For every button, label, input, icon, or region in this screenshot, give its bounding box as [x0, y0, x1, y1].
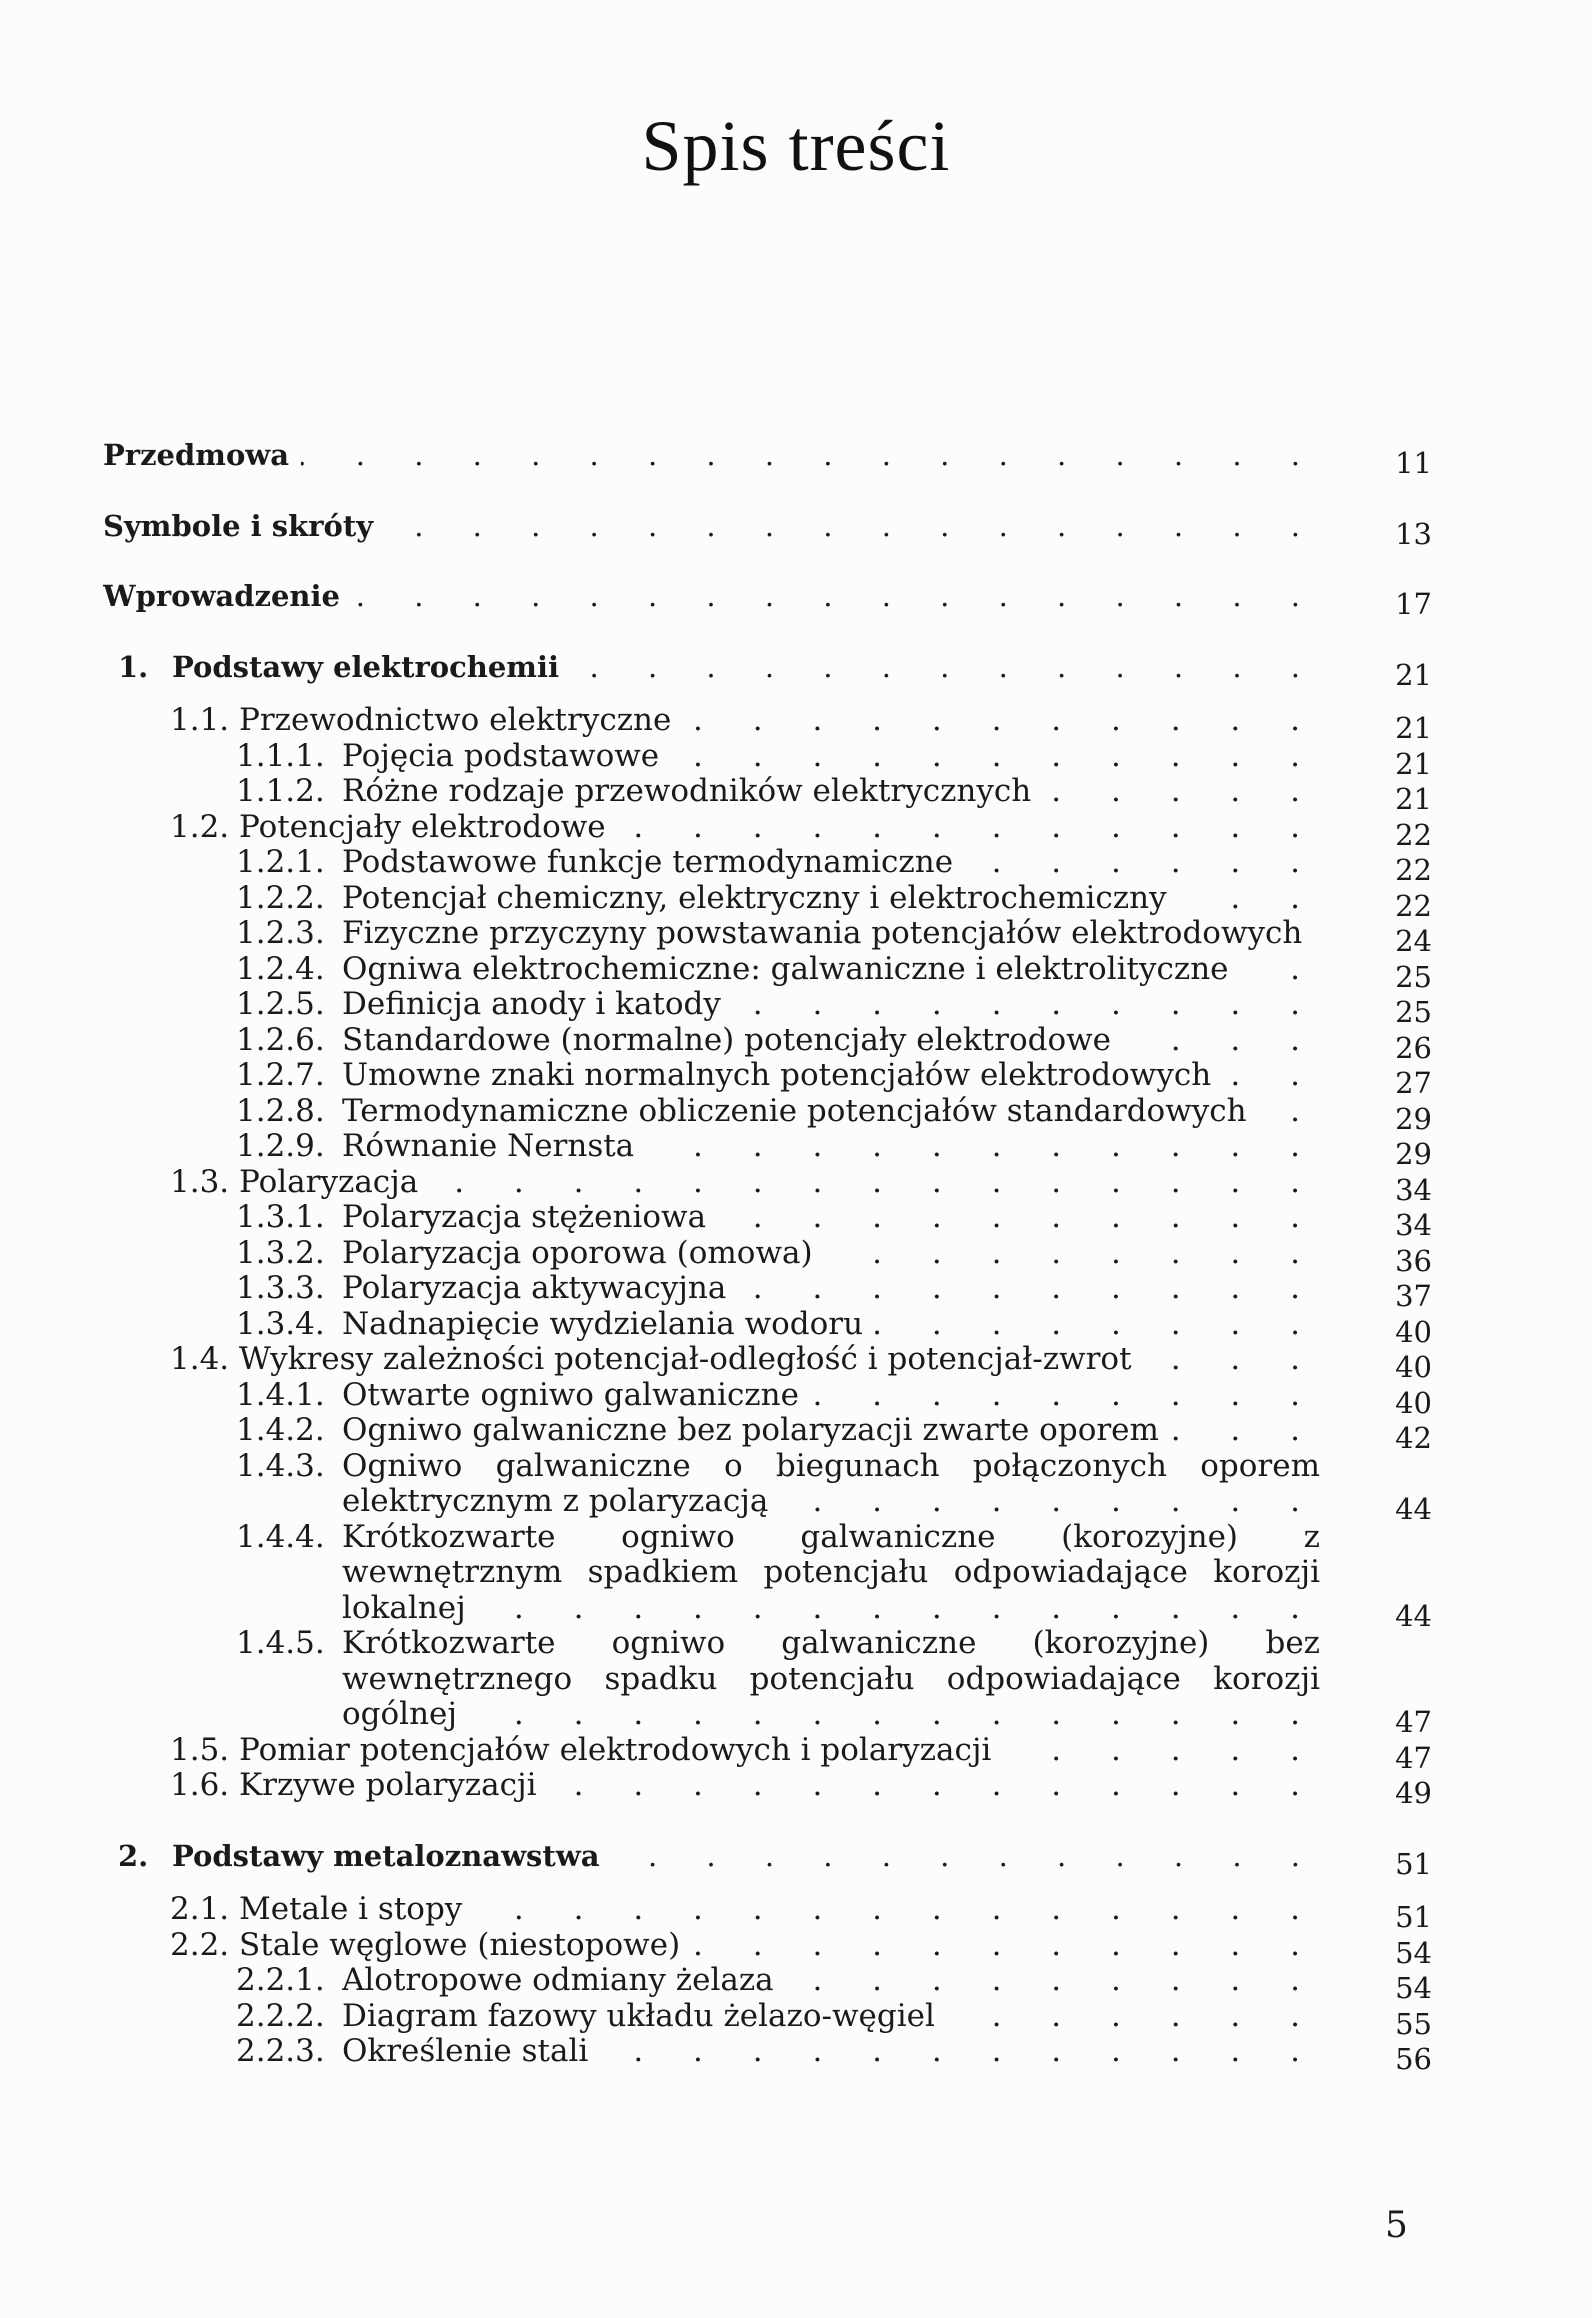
entry-body: [342, 1520, 1320, 1627]
entry-body: [103, 509, 1320, 545]
section-title: Wykresy zależności potencjał-odległość i potencjał-zwrot: [239, 1342, 1144, 1377]
section-number: 1.3.4.: [236, 1305, 325, 1342]
page-ref: 55: [1395, 2006, 1432, 2041]
page-ref: 49: [1395, 1776, 1432, 1810]
section-number: 1.4.3.: [236, 1447, 325, 1484]
section-title: Potencjał chemiczny, elektryczny i elektrochemiczny: [342, 881, 1179, 916]
entry-body: [342, 987, 1320, 1023]
page-ref: 21: [1395, 657, 1432, 692]
entry-body: [103, 579, 1320, 615]
section-number: 1.1.2.: [236, 773, 325, 809]
page-ref: 29: [1395, 1137, 1432, 1171]
page-number: 5: [1385, 2205, 1408, 2246]
section-number: 1.4.4.: [236, 1518, 325, 1555]
section-number: 1.3.: [170, 1163, 230, 1200]
section-number: 2.2.3.: [236, 2033, 325, 2069]
page-ref: 36: [1395, 1243, 1432, 1278]
page-ref: 22: [1395, 853, 1432, 887]
page-ref: 42: [1395, 1421, 1432, 1455]
section-number: 1.3.3.: [236, 1270, 325, 1306]
toc-entry: [0, 1767, 1432, 1810]
toc-entry: [0, 1518, 1432, 1633]
entry-body: [239, 1733, 1320, 1769]
entry-body: [342, 1449, 1320, 1520]
section-number: 2.2.1.: [236, 1962, 325, 1998]
section-title: Definicja anody i katody: [342, 987, 733, 1022]
section-title: Otwarte ogniwo galwaniczne: [342, 1378, 811, 1413]
toc-entry: [0, 2033, 1432, 2076]
toc-entry: [0, 702, 1432, 745]
page-ref: 54: [1395, 1971, 1432, 2005]
entry-body: [342, 2034, 1320, 2070]
section-title: Określenie stali: [342, 2034, 600, 2069]
section-number: 1.6.: [170, 1767, 230, 1803]
page-ref: 40: [1395, 1350, 1432, 1384]
section-title: Standardowe (normalne) potencjały elektrodowe: [342, 1023, 1123, 1058]
entry-body: [172, 1839, 1320, 1875]
section-number: 1.1.: [170, 702, 230, 738]
section-number: 1.2.8.: [236, 1092, 325, 1129]
section-title: Pojęcia podstawowe: [342, 739, 671, 774]
page-ref: 56: [1395, 2042, 1432, 2076]
section-number: 2.2.2.: [236, 1997, 325, 2034]
section-number: 1.: [118, 649, 149, 684]
toc-entry: [0, 1092, 1432, 1136]
toc-entry: [0, 579, 1432, 621]
entry-body: [342, 1999, 1320, 2035]
section-title: Polaryzacja oporowa (omowa): [342, 1236, 825, 1271]
entry-body: [342, 881, 1320, 917]
dot-leader: [342, 1697, 1320, 1733]
section-title: Podstawowe funkcje termodynamiczne: [342, 845, 965, 880]
section-title: Przedmowa: [103, 438, 301, 472]
page-ref: 54: [1395, 1935, 1432, 1970]
section-number: 1.2.5.: [236, 986, 325, 1022]
entry-body: [239, 1768, 1320, 1804]
section-title: Ogniwo galwaniczne bez polaryzacji zwarte oporem: [342, 1413, 1171, 1448]
toc-entry: [0, 1625, 1432, 1739]
entry-body: [239, 1928, 1320, 1964]
section-number: 1.4.5.: [236, 1625, 325, 1661]
section-number: 1.2.2.: [236, 879, 325, 916]
page-ref: 22: [1395, 888, 1432, 923]
dot-leader: [342, 1591, 1320, 1627]
section-title: Ogniwa elektrochemiczne: galwaniczne i elektrolityczne: [342, 952, 1241, 987]
toc-entry: [0, 879, 1432, 923]
toc-entry: [0, 1270, 1432, 1313]
page-ref: 44: [1395, 1598, 1432, 1633]
section-number: 1.4.: [170, 1341, 230, 1377]
entry-body: [103, 438, 1320, 474]
section-number: 1.2.3.: [236, 915, 325, 951]
table-of-contents: [0, 438, 1592, 2076]
page-ref: 44: [1395, 1492, 1432, 1526]
entry-body: [239, 1165, 1320, 1201]
toc-entry: [0, 508, 1432, 551]
toc-entry: [0, 1128, 1432, 1171]
entry-body: [342, 1023, 1320, 1059]
entry-body: [342, 1200, 1320, 1236]
page-ref: 25: [1395, 995, 1432, 1029]
entry-body: [342, 916, 1320, 952]
page-title: Spis treści: [641, 106, 951, 186]
page-ref: 13: [1395, 516, 1432, 551]
entry-body: [342, 1236, 1320, 1272]
toc-entry: [0, 1962, 1432, 2005]
section-number: 2.1.: [170, 1891, 230, 1927]
section-number: 1.1.1.: [236, 737, 325, 774]
toc-entry: [0, 1926, 1432, 1970]
entry-body: [342, 739, 1320, 775]
toc-entry: [0, 844, 1432, 887]
page-ref: 24: [1395, 924, 1432, 958]
toc-entry: [0, 1341, 1432, 1384]
toc-entry: [0, 1731, 1432, 1775]
section-title: Termodynamiczne obliczenie potencjałów standardowych: [342, 1094, 1259, 1129]
section-title: Potencjały elektrodowe: [239, 810, 618, 845]
toc-entry: [0, 649, 1432, 692]
section-number: 1.4.1.: [236, 1376, 325, 1413]
section-title: Przewodnictwo elektryczne: [239, 703, 683, 738]
section-title: Podstawy elektrochemii: [172, 650, 571, 684]
toc-entry: [0, 950, 1432, 994]
page-ref: 21: [1395, 711, 1432, 745]
entry-body: [342, 1378, 1320, 1414]
toc-entry: [0, 1021, 1432, 1065]
entry-body: [342, 1058, 1320, 1094]
section-title: Krótkozwarte ogniwo galwaniczne (korozyjne) bez wewnętrznego spadku potencjału odpowiadające korozji ogólnej: [342, 1626, 1320, 1732]
section-number: 1.4.2.: [236, 1412, 325, 1448]
section-title: Podstawy metaloznawstwa: [172, 1839, 612, 1873]
section-number: 2.2.: [170, 1926, 230, 1963]
entry-body: [342, 1626, 1320, 1733]
page-ref: 22: [1395, 817, 1432, 852]
page-ref: 25: [1395, 959, 1432, 994]
section-title: Krzywe polaryzacji: [239, 1768, 549, 1803]
entry-body: [342, 952, 1320, 988]
toc-entry: [0, 986, 1432, 1029]
entry-body: [239, 810, 1320, 846]
section-title: Fizyczne przyczyny powstawania potencjałów elektrodowych: [342, 916, 1314, 951]
page-ref: 21: [1395, 746, 1432, 781]
entry-body: [239, 1342, 1320, 1378]
section-title: Polaryzacja stężeniowa: [342, 1200, 718, 1235]
section-title: Alotropowe odmiany żelaza: [342, 1963, 786, 1998]
page-ref: 47: [1395, 1705, 1432, 1739]
entry-body: [342, 1963, 1320, 1999]
page-ref: 51: [1395, 1846, 1432, 1881]
entry-body: [172, 650, 1320, 686]
page-ref: 26: [1395, 1030, 1432, 1065]
section-title: Ogniwo galwaniczne o biegunach połączonych oporem elektrycznym z polaryzacją: [342, 1448, 1320, 1519]
section-number: 1.3.2.: [236, 1234, 325, 1271]
toc-entry: [0, 1376, 1432, 1420]
toc-entry: [0, 1199, 1432, 1242]
toc-entry: [0, 1447, 1432, 1526]
section-title: Wprowadzenie: [103, 579, 352, 613]
toc-entry: [0, 773, 1432, 816]
page-ref: 29: [1395, 1101, 1432, 1136]
entry-body: [342, 774, 1320, 810]
section-title: Nadnapięcie wydzielania wodoru: [342, 1307, 875, 1342]
toc-entry: [0, 808, 1432, 852]
page-ref: 17: [1395, 587, 1432, 621]
section-title: Diagram fazowy układu żelazo-węgiel: [342, 1999, 947, 2034]
toc-entry: [0, 438, 1432, 480]
toc-entry: [0, 1838, 1432, 1881]
section-title: Umowne znaki normalnych potencjałów elektrodowych: [342, 1058, 1223, 1093]
section-number: 1.3.1.: [236, 1199, 325, 1235]
page-ref: 37: [1395, 1279, 1432, 1313]
toc-entry: [0, 915, 1432, 958]
section-number: 1.2.9.: [236, 1128, 325, 1164]
section-title: Różne rodzaje przewodników elektrycznych: [342, 774, 1043, 809]
section-title: Metale i stopy: [239, 1892, 474, 1927]
section-number: 1.2.7.: [236, 1057, 325, 1093]
entry-body: [342, 1094, 1320, 1130]
page-ref: 34: [1395, 1172, 1432, 1207]
toc-entry: [0, 1412, 1432, 1455]
section-number: 1.2.6.: [236, 1021, 325, 1058]
entry-body: [342, 845, 1320, 881]
page-ref: 40: [1395, 1314, 1432, 1349]
toc-entry: [0, 1057, 1432, 1100]
section-title: Symbole i skróty: [103, 509, 385, 543]
section-number: 1.5.: [170, 1731, 230, 1768]
section-number: 1.2.4.: [236, 950, 325, 987]
section-title: Krótkozwarte ogniwo galwaniczne (korozyjne) z wewnętrznym spadkiem potencjału odpowiadające korozji lokalnej: [342, 1519, 1320, 1626]
toc-entry: [0, 737, 1432, 781]
page-ref: 34: [1395, 1208, 1432, 1242]
page-ref: 11: [1395, 446, 1432, 480]
section-title: Polaryzacja: [239, 1165, 430, 1200]
entry-body: [239, 703, 1320, 739]
toc-entry: [0, 1234, 1432, 1278]
toc-entry: [0, 1163, 1432, 1207]
section-title: Stale węglowe (niestopowe): [239, 1928, 692, 1963]
entry-body: [342, 1413, 1320, 1449]
entry-body: [239, 1892, 1320, 1928]
section-title: Polaryzacja aktywacyjna: [342, 1271, 738, 1306]
page-ref: 21: [1395, 782, 1432, 816]
page-ref: 51: [1395, 1900, 1432, 1934]
toc-entry: [0, 1997, 1432, 2041]
toc-entry: [0, 1305, 1432, 1349]
page-ref: 47: [1395, 1740, 1432, 1775]
page-ref: 27: [1395, 1066, 1432, 1100]
toc-entry: [0, 1891, 1432, 1934]
entry-body: [342, 1307, 1320, 1343]
section-number: 2.: [118, 1838, 149, 1873]
section-number: 1.2.: [170, 808, 230, 845]
section-title: Równanie Nernsta: [342, 1129, 646, 1164]
page-ref: 40: [1395, 1385, 1432, 1420]
entry-body: [342, 1271, 1320, 1307]
entry-body: [342, 1129, 1320, 1165]
section-title: Pomiar potencjałów elektrodowych i polaryzacji: [239, 1733, 1003, 1768]
section-number: 1.2.1.: [236, 844, 325, 880]
